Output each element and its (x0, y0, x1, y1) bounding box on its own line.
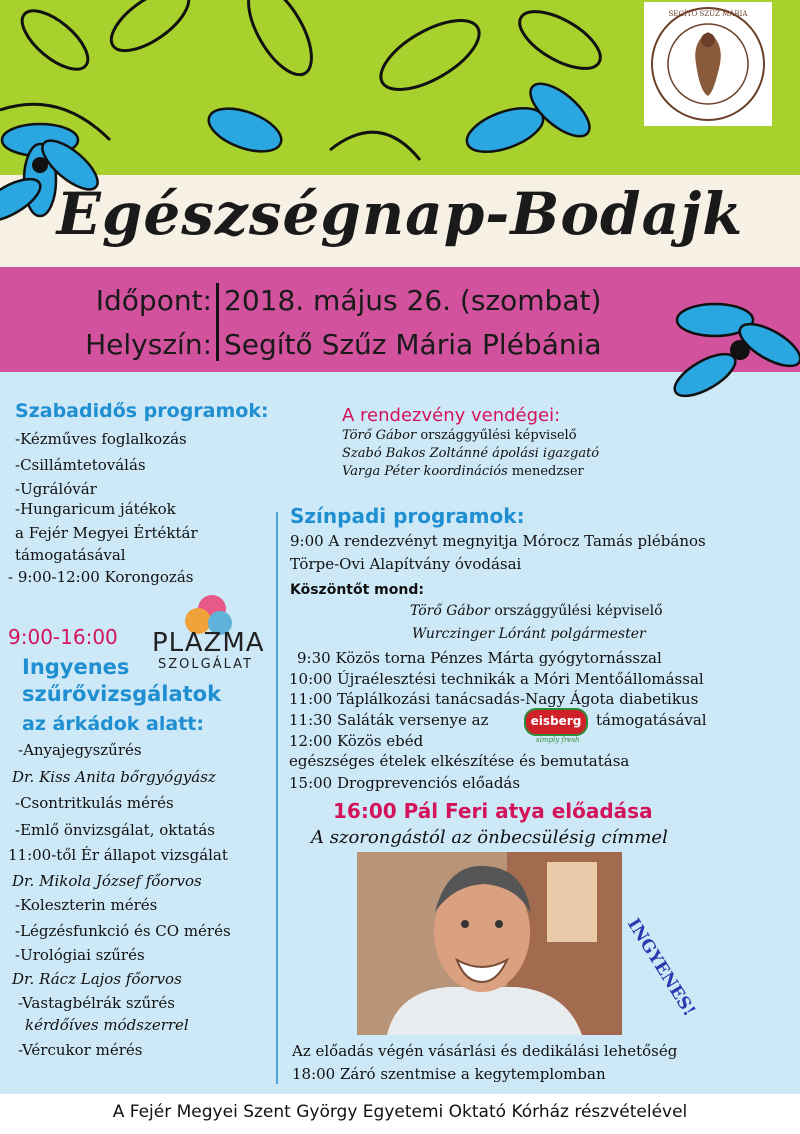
logo-seal-icon (644, 2, 772, 126)
stage-item: 11:00 Táplálkozási tanácsadás-Nagy Ágota diabetikus (289, 690, 699, 708)
screening-time: 9:00-16:00 (8, 625, 118, 649)
screening-item: -Koleszterin mérés (15, 896, 158, 914)
event-title: Egészségnap-Bodajk (56, 180, 744, 248)
stage-item: 11:30 Saláták versenye az (289, 711, 489, 729)
stage-opening: Törpe-Ovi Alapítvány óvodásai (290, 555, 522, 573)
leisure-item: -Ugrálóvár (15, 480, 97, 498)
place-value: Segítő Szűz Mária Plébánia (224, 328, 602, 361)
church-logo (644, 2, 772, 126)
guest-row: Szabó Bakos Zoltánné ápolási igazgató (342, 446, 600, 461)
screening-item: 11:00-től Ér állapot vizsgálat (8, 846, 228, 864)
plazma-name: PLAZMA (152, 628, 265, 658)
talk-subtitle: A szorongástól az önbecsülésig címmel (311, 827, 668, 848)
stage-item: támogatásával (596, 711, 707, 729)
stage-item: 10:00 Újraélesztési technikák a Móri Mentőállomással (289, 670, 704, 688)
plazma-sub: SZOLGÁLAT (158, 657, 253, 672)
eisberg-sub: simply fresh (536, 736, 580, 744)
talk-title: 16:00 Pál Feri atya előadása (333, 799, 653, 823)
greeter-row (410, 603, 663, 619)
stage-after: 18:00 Záró szentmise a kegytemplomban (292, 1065, 606, 1083)
guest-role: országgyűlési képviselő (420, 428, 577, 443)
stage-item: 15:00 Drogprevenciós előadás (289, 774, 521, 792)
stage-item: egészséges ételek elkészítése és bemutatása (289, 752, 630, 770)
place-label: Helyszín: (85, 328, 212, 361)
screening-item: Dr. Rácz Lajos főorvos (12, 970, 182, 988)
greeter-name: Törő Gábor (410, 603, 490, 619)
guest-name: Törő Gábor (342, 428, 417, 443)
leisure-heading: Szabadidős programok: (15, 400, 269, 422)
greeting-label: Köszöntőt mond: (290, 582, 424, 598)
guest-row (342, 428, 577, 443)
leisure-item: -Kézműves foglalkozás (15, 430, 187, 448)
leisure-item: -Hungaricum játékok (15, 500, 176, 518)
screening-item: -Vércukor mérés (18, 1041, 143, 1059)
guests-heading: A rendezvény vendégei: (342, 405, 561, 426)
speaker-photo (357, 852, 622, 1035)
time-label: Időpont: (95, 284, 212, 317)
stage-opening: 9:00 A rendezvényt megnyitja Mórocz Tamás plébános (290, 532, 706, 550)
guest-row (342, 464, 584, 479)
guest-name: Varga Péter koordinációs (342, 464, 508, 479)
leisure-item: - 9:00-12:00 Korongozás (8, 568, 194, 586)
stage-heading: Színpadi programok: (290, 504, 525, 528)
screening-item: Dr. Mikola József főorvos (12, 872, 202, 890)
stage-after: Az előadás végén vásárlási és dedikálási lehetőség (292, 1042, 678, 1060)
svg-text:SEGÍTŐ SZŰZ MÁRIA: SEGÍTŐ SZŰZ MÁRIA (668, 10, 748, 18)
greeter-role: országgyűlési képviselő (494, 603, 663, 619)
screening-item: -Vastagbélrák szűrés (18, 994, 175, 1012)
screening-item: -Emlő önvizsgálat, oktatás (15, 821, 216, 839)
screening-line1: Ingyenes (22, 655, 130, 679)
screening-line2: szűrővizsgálatok (22, 682, 222, 706)
leisure-item: támogatásával (15, 546, 126, 564)
header-divider (216, 283, 219, 361)
leisure-item: -Csillámtetoválás (15, 456, 146, 474)
screening-item: -Urológiai szűrés (15, 946, 145, 964)
time-value: 2018. május 26. (szombat) (224, 284, 602, 317)
column-divider (276, 512, 278, 1084)
screening-line3: az árkádok alatt: (22, 713, 204, 735)
guest-role: menedzser (511, 464, 584, 479)
screening-item: kérdőíves módszerrel (25, 1016, 189, 1034)
eisberg-name: eisberg (530, 714, 582, 728)
greeter-row: Wurczinger Lóránt polgármester (412, 626, 646, 642)
screening-item: -Anyajegyszűrés (18, 741, 142, 759)
screening-item: -Csontritkulás mérés (15, 794, 174, 812)
eisberg-logo (524, 708, 588, 736)
leisure-item: a Fejér Megyei Értéktár (15, 524, 198, 542)
free-badge: INGYENES! (623, 915, 700, 1021)
screening-item: Dr. Kiss Anita bőrgyógyász (12, 768, 216, 786)
footer-text: A Fejér Megyei Szent György Egyetemi Oktató Kórház részvételével (112, 1102, 688, 1122)
screening-item: -Légzésfunkció és CO mérés (15, 922, 231, 940)
stage-item: 9:30 Közös torna Pénzes Márta gyógytornásszal (297, 649, 662, 667)
stage-item: 12:00 Közös ebéd (289, 732, 424, 750)
